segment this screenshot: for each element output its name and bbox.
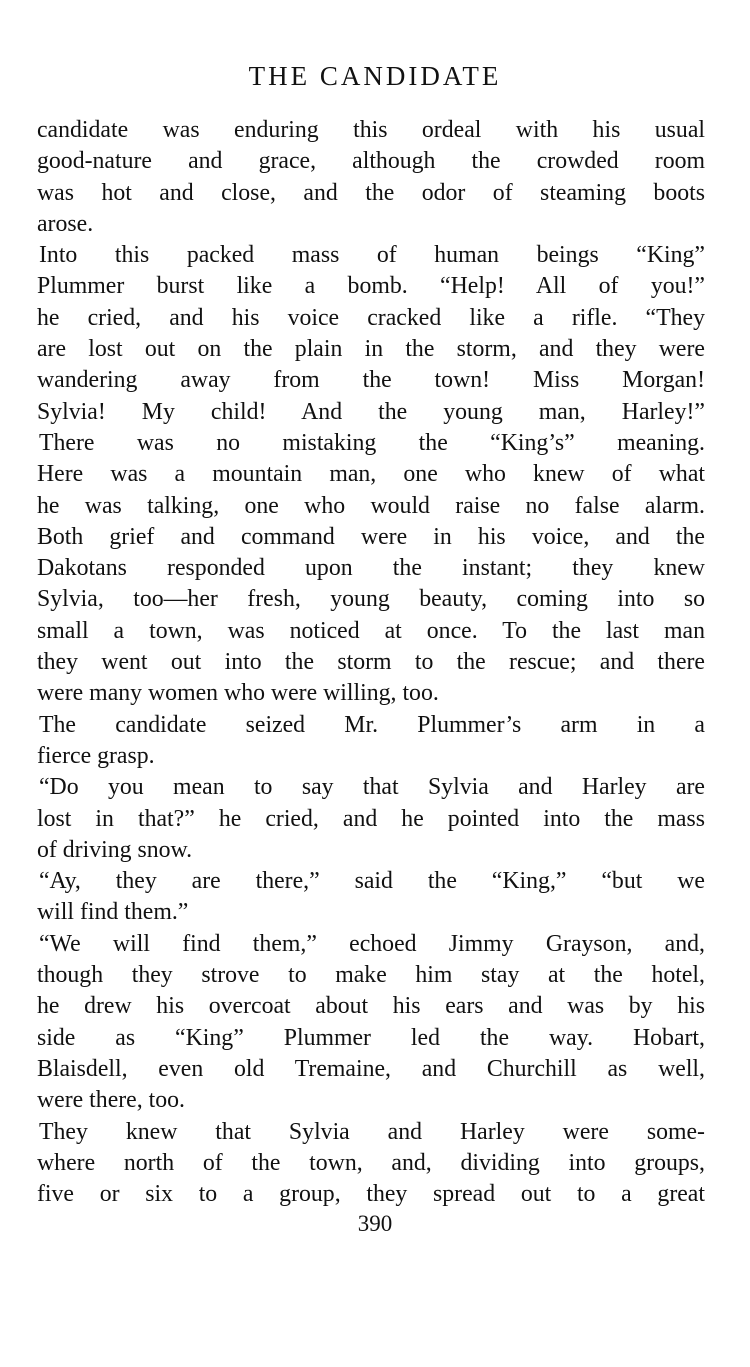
text-line: “We will find them,” echoed Jimmy Grayson, and, (39, 930, 705, 957)
text-line: They knew that Sylvia and Harley were some- (39, 1118, 705, 1145)
text-line: Both grief and command were in his voice, and the (37, 523, 705, 550)
paragraph (37, 1117, 705, 1211)
text-line: of driving snow. (37, 836, 193, 863)
text-line: he cried, and his voice cracked like a rifle. “They (37, 304, 705, 331)
text-line: “Ay, they are there,” said the “King,” “but we (39, 868, 705, 895)
text-line: will find them.” (37, 899, 189, 926)
text-line: “Do you mean to say that Sylvia and Harley are (39, 774, 705, 801)
text-line: five or six to a group, they spread out to a great (37, 1181, 705, 1208)
text-line: lost in that?” he cried, and he pointed into the mass (37, 805, 705, 832)
text-line: The candidate seized Mr. Plummer’s arm in a (39, 711, 705, 738)
text-line: they went out into the storm to the rescue; and there (37, 649, 705, 676)
paragraph (37, 929, 705, 1117)
text-line: are lost out on the plain in the storm, and they were (37, 336, 705, 363)
text-line: arose. (37, 210, 94, 237)
text-line: though they strove to make him stay at the hotel, (37, 962, 705, 989)
paragraph (37, 772, 705, 866)
text-line: Sylvia! My child! And the young man, Harley!” (37, 398, 705, 425)
text-line: There was no mistaking the “King’s” meaning. (39, 429, 705, 456)
text-line: Blaisdell, even old Tremaine, and Churchill as well, (37, 1055, 705, 1082)
running-title: THE CANDIDATE (248, 61, 502, 91)
text-line: Here was a mountain man, one who knew of what (37, 461, 705, 488)
paragraph (37, 428, 705, 710)
paragraph (37, 710, 705, 773)
text-line: Into this packed mass of human beings “King” (39, 242, 705, 269)
paragraph (37, 240, 705, 428)
text-line: Sylvia, too—her fresh, young beauty, coming into so (37, 586, 705, 613)
text-line: Plummer burst like a bomb. “Help! All of you!” (37, 273, 705, 300)
text-line: where north of the town, and, dividing into groups, (37, 1149, 705, 1176)
paragraph (37, 866, 705, 929)
text-line: he drew his overcoat about his ears and was by his (37, 993, 705, 1020)
paragraph (37, 115, 705, 240)
body-text (37, 115, 705, 1210)
text-line: good-nature and grace, although the crowded room (37, 148, 705, 175)
text-line: candidate was enduring this ordeal with his usual (37, 117, 705, 143)
text-line: side as “King” Plummer led the way. Hobart, (37, 1024, 705, 1051)
text-line: were many women who were willing, too. (37, 680, 439, 707)
text-line: small a town, was noticed at once. To the last man (37, 617, 705, 644)
text-line: Dakotans responded upon the instant; they knew (37, 555, 705, 582)
text-line: was hot and close, and the odor of steaming boots (37, 179, 705, 206)
text-line: were there, too. (37, 1087, 185, 1114)
text-line: he was talking, one who would raise no false alarm. (37, 492, 705, 519)
page-number: 390 (357, 1211, 393, 1236)
text-line: fierce grasp. (37, 742, 155, 769)
text-line: wandering away from the town! Miss Morgan! (37, 367, 705, 394)
